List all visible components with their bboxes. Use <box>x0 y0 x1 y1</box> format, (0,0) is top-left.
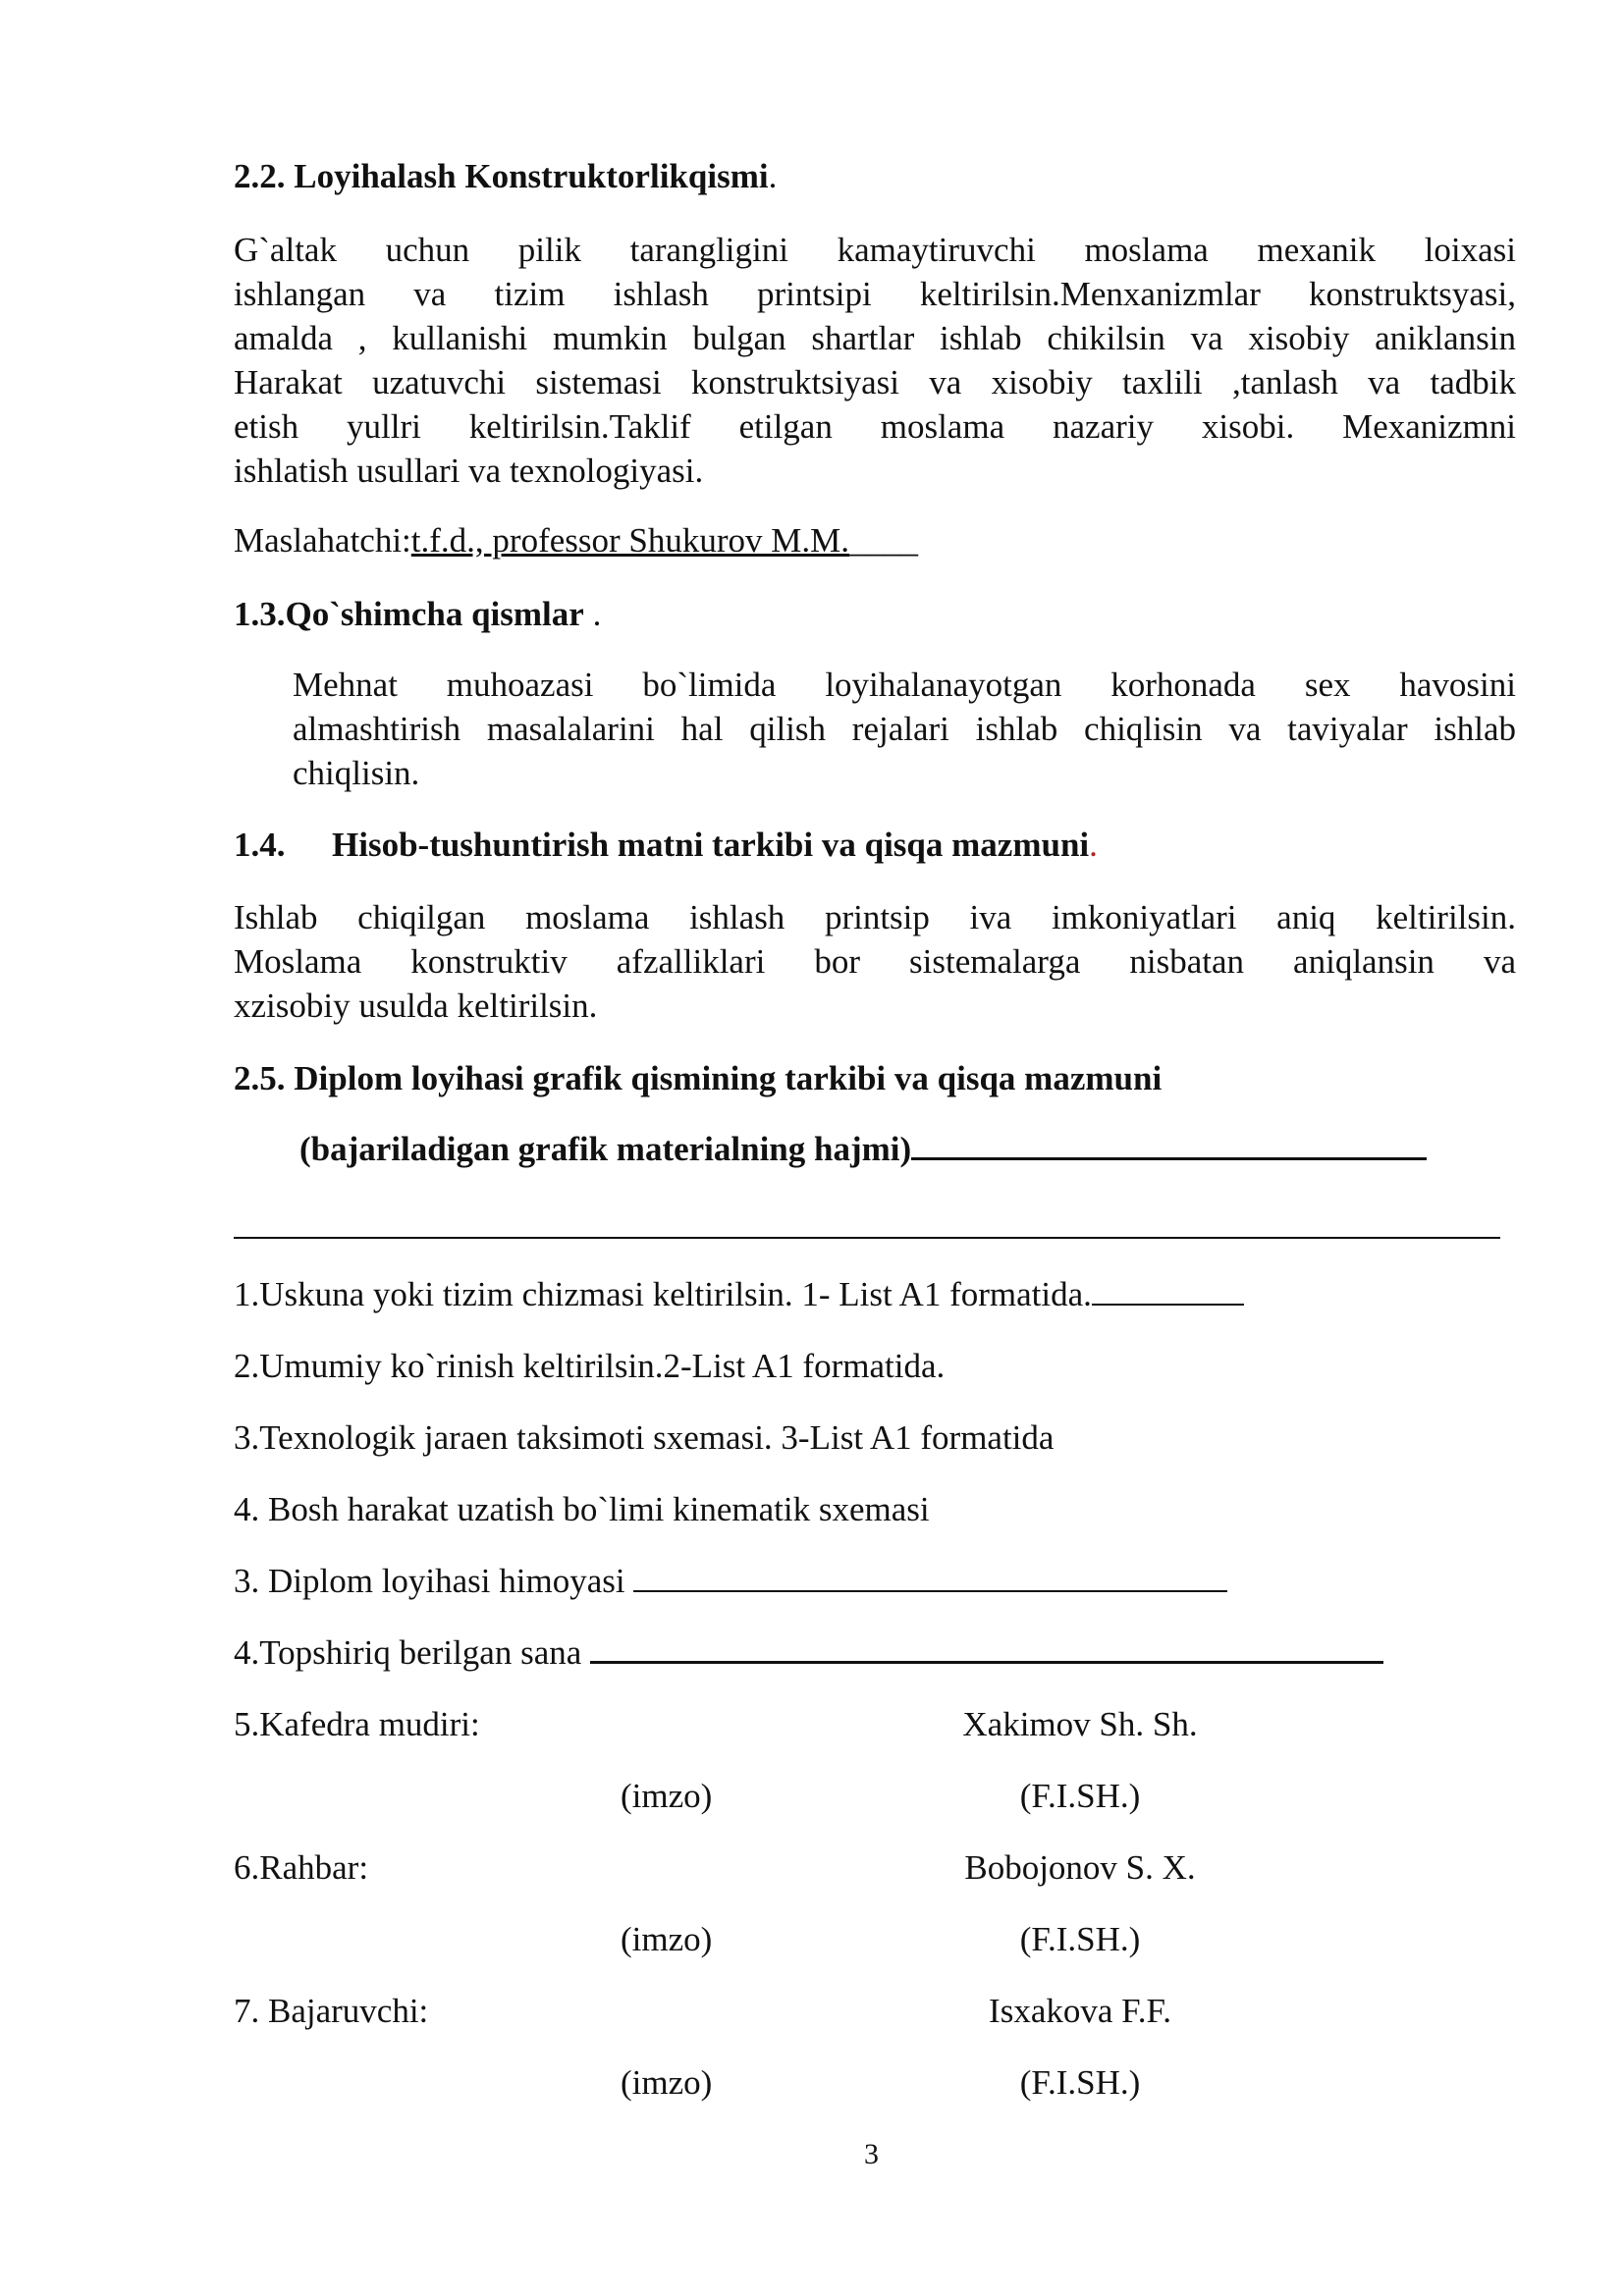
section-2-5-subtitle: (bajariladigan grafik materialning hajmi) <box>299 1130 912 1168</box>
section-1-4-title-end: . <box>1089 826 1098 864</box>
signature-label: 7. Bajaruvchi: <box>234 1992 429 2030</box>
section-1-3-line: almashtirish masalalarini hal qilish rejalari ishlab chiqlisin va taviyalar ishlab <box>293 710 1516 748</box>
item-3: 3.Texnologik jaraen taksimoti sxemasi. 3-List A1 formatida <box>234 1418 1055 1457</box>
item-defense-text: 3. Diplom loyihasi himoyasi <box>234 1562 625 1600</box>
consultant-name: t.f.d., professor Shukurov M.M. <box>410 521 850 560</box>
section-2-2-heading <box>234 154 1516 198</box>
section-1-3-body <box>293 663 1516 795</box>
section-1-4-line: Ishlab chiqilgan moslama ishlash printsip iva imkoniyatlari aniq keltirilsin. <box>234 898 1516 936</box>
signature-fish: (F.I.SH.) <box>1019 2063 1141 2102</box>
item-4: 4. Bosh harakat uzatish bo`limi kinematik sxemasi <box>234 1490 930 1528</box>
item-date <box>234 1630 1516 1675</box>
section-2-2-line: ishlangan va tizim ishlash printsipi keltirilsin.Menxanizmlar konstruktsyasi, <box>234 275 1516 313</box>
item-date-text: 4.Topshiriq berilgan sana <box>234 1633 582 1672</box>
item-defense <box>234 1559 1516 1603</box>
section-2-2-line: ishlatish usullari va texnologiyasi. <box>234 452 704 490</box>
section-2-5-title: 2.5. Diplom loyihasi grafik qismining tarkibi va qisqa mazmuni <box>234 1059 1163 1097</box>
signature-fish: (F.I.SH.) <box>1019 1920 1141 1958</box>
signature-name: Isxakova F.F. <box>989 1992 1171 2030</box>
signature-label: 5.Kafedra mudiri: <box>234 1705 480 1743</box>
signature-imzo: (imzo) <box>621 1920 713 1958</box>
section-2-2-title-end: . <box>768 157 778 195</box>
section-1-4-body <box>234 895 1516 1028</box>
section-1-3-title-end: . <box>583 595 602 633</box>
signature-label: 6.Rahbar: <box>234 1848 369 1887</box>
section-2-2-line: etish yullri keltirilsin.Taklif etilgan moslama nazariy xisobi. Mexanizmni <box>234 407 1516 446</box>
section-1-4-line: Moslama konstruktiv afzalliklari bor sistemalarga nisbatan aniqlansin va <box>234 942 1516 981</box>
item-2: 2.Umumiy ko`rinish keltirilsin.2-List A1 formatida. <box>234 1347 946 1385</box>
section-1-4-heading <box>234 823 1516 867</box>
section-2-2-line: amalda , kullanishi mumkin bulgan shartlar ishlab chikilsin va xisobiy aniklansin <box>234 319 1516 357</box>
blank-rule <box>234 1237 1500 1239</box>
defense-blank <box>633 1561 1227 1592</box>
section-2-2-line: G`altak uchun pilik tarangligini kamaytiruvchi moslama mexanik loixasi <box>234 231 1516 269</box>
section-2-2-body <box>234 228 1516 493</box>
section-2-2-title: 2.2. Loyihalash Konstruktorlikqismi <box>234 157 769 195</box>
item-1-blank <box>1092 1274 1244 1306</box>
signature-fish: (F.I.SH.) <box>1019 1777 1141 1815</box>
signature-name: Xakimov Sh. Sh. <box>962 1705 1198 1743</box>
section-1-3-line: Mehnat muhoazasi bo`limida loyihalanayotgan korhonada sex havosini <box>293 666 1516 704</box>
page-number: 3 <box>864 2138 879 2170</box>
date-blank <box>590 1631 1383 1664</box>
section-1-3-title: 1.3.Qo`shimcha qismlar <box>234 595 584 633</box>
item-1 <box>234 1272 1516 1316</box>
section-1-3-line: chiqlisin. <box>293 754 420 792</box>
item-1-text: 1.Uskuna yoki tizim chizmasi keltirilsin. 1- List A1 formatida. <box>234 1275 1092 1313</box>
signature-imzo: (imzo) <box>621 2063 713 2102</box>
section-1-4-line: xzisobiy usulda keltirilsin. <box>234 987 598 1025</box>
consultant-line <box>234 518 1516 562</box>
consultant-tail: ____ <box>849 521 919 560</box>
signature-imzo: (imzo) <box>621 1777 713 1815</box>
section-1-3-heading <box>234 592 1516 636</box>
signature-name: Bobojonov S. X. <box>964 1848 1196 1887</box>
section-1-4-number: 1.4. <box>234 826 286 864</box>
section-2-2-line: Harakat uzatuvchi sistemasi konstruktsiyasi va xisobiy taxlili ,tanlash va tadbik <box>234 363 1516 401</box>
section-1-4-title: Hisob-tushuntirish matni tarkibi va qisqa mazmuni <box>332 826 1090 864</box>
graphic-volume-blank <box>911 1128 1427 1160</box>
section-2-5-subtitle-line <box>299 1127 1517 1171</box>
consultant-label: Maslahatchi: <box>234 521 411 560</box>
